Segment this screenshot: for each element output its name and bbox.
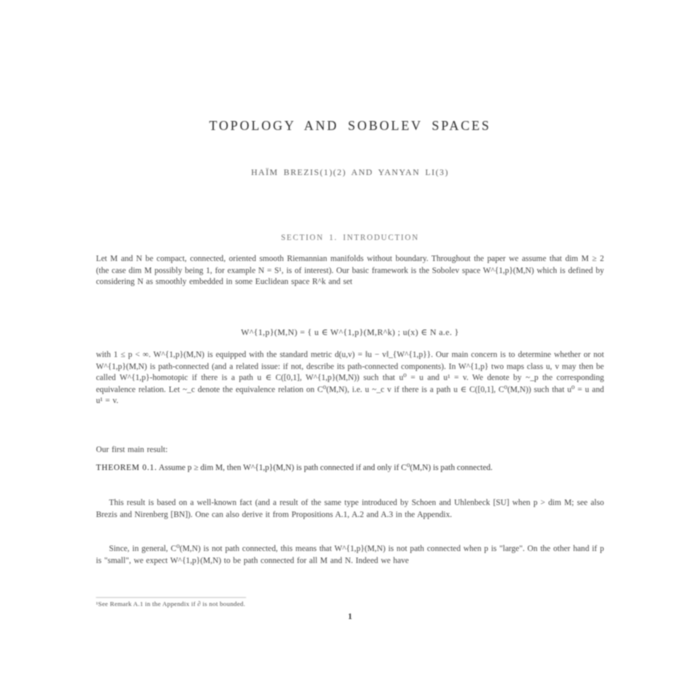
- theorem-statement: Assume p ≥ dim M, then W^{1,p}(M,N) is path connected if and only if C⁰(M,N) is path connected.: [158, 463, 493, 472]
- theorem-0-1: [96, 462, 604, 474]
- paragraph-after-equation: with 1 ≤ p < ∞. W^{1,p}(M,N) is equipped with the standard metric d(u,v) = ‖u − v‖_{W^{1,p}}. Our main concern is to determine whether or not W^{1,p}(M,N) is path-connected (and a related issue: if not, describe its path-connected components). In W^{1,p} two maps class u, v may then be called W^{1,p}-homotopic if there is a path u ∈ C([0,1], W^{1,p}(M,N)) such that u⁰ = u and u¹ = v. We denote by ~_p the corresponding equivalence relation. Let ~_c denote the equivalence relation on C⁰(M,N), i.e. u ~_c v if there is a path u ∈ C([0,1], C⁰(M,N)) such that u⁰ = u and u¹ = v.: [96, 350, 604, 406]
- display-equation-sobolev-space: W^{1,p}(M,N) = { u ∈ W^{1,p}(M,R^k) ; u(x) ∈ N a.e. }: [241, 327, 459, 337]
- section-heading: SECTION 1. INTRODUCTION: [280, 233, 420, 242]
- footnote-rule: [96, 597, 246, 598]
- paragraph-closing: Since, in general, C⁰(M,N) is not path connected, this means that W^{1,p}(M,N) is not path connected when p is "large". On the other hand if p is "small", we expect W^{1,p}(M,N) to be path connected for all M and N. Indeed we have: [96, 544, 604, 565]
- paragraph-remark: This result is based on a well-known fact (and a result of the same type introduced by Schoen and Uhlenbeck [SU] when p > dim M; see also Brezis and Nirenberg [BN]). One can also derive it from Propositions A.1, A.2 and A.3 in the Appendix.: [96, 498, 604, 519]
- page-number: 1: [347, 612, 353, 621]
- author-line: HAÏM BREZIS(1)(2) AND YANYAN LI(3): [251, 167, 449, 177]
- footnote-text: ¹See Remark A.1 in the Appendix if ∂ is not bounded.: [96, 601, 246, 608]
- paragraph-first-result: Our first main result:: [96, 445, 168, 454]
- theorem-label: THEOREM 0.1.: [96, 463, 158, 472]
- page-title: TOPOLOGY AND SOBOLEV SPACES: [209, 118, 491, 133]
- paragraph-intro: Let M and N be compact, connected, oriented smooth Riemannian manifolds without boundary. Throughout the paper we assume that dim M ≥ 2 (the case dim M possibly being 1, for example N = S¹, is of interest). Our basic framework is the Sobolev space W^{1,p}(M,N) which is defined by considering N as smoothly embedded in some Euclidean space R^k and set: [96, 254, 604, 287]
